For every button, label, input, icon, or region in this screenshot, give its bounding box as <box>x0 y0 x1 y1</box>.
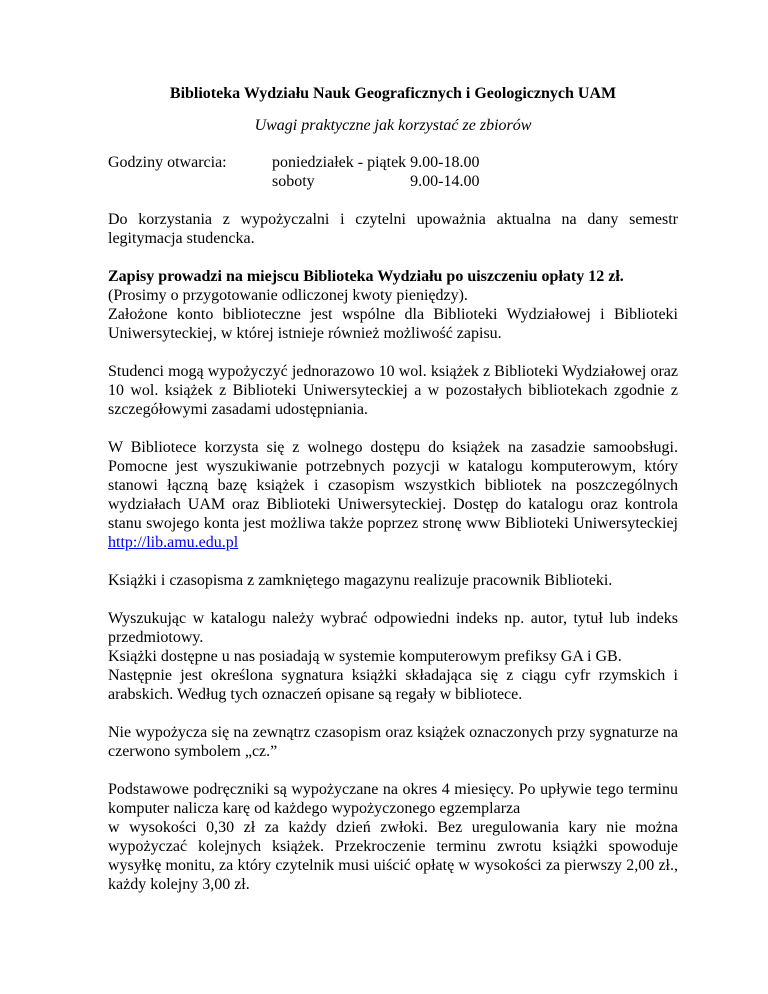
paragraph-limits: Studenci mogą wypożyczyć jednorazowo 10 wol. książek z Biblioteki Wydziałowej oraz 10 wol. książek z Biblioteki Uniwersyteckiej a w pozostałych bibliotekach zgodnie z szczegółowymi zasadami udostępniania. <box>108 363 678 418</box>
penalties-line: w wysokości 0,30 zł za każdy dzień zwłoki. Bez uregulowania kary nie można wypożyczać kolejnych książek. Przekroczenie terminu zwrotu książki spowoduje wysyłkę monitu, za który czytelnik musi uiścić opłatę w wysokości za pierwszy 2,00 zł., każdy kolejny 3,00 zł. <box>108 819 678 893</box>
search-line: Książki dostępne u nas posiadają w systemie komputerowym prefiksy GA i GB. <box>108 648 622 665</box>
paragraph-zapisy <box>108 267 678 343</box>
opening-hours <box>108 153 678 191</box>
paragraph-catalog <box>108 438 678 552</box>
document-subtitle: Uwagi praktyczne jak korzystać ze zbiorów <box>254 117 532 134</box>
hours-days: soboty <box>272 173 315 190</box>
document-title: Biblioteka Wydziału Nauk Geograficznych i Geologicznych UAM <box>169 85 617 102</box>
hours-time: 9.00-18.00 <box>410 154 480 171</box>
document-page <box>108 84 678 894</box>
zapisy-note: (Prosimy o przygotowanie odliczonej kwoty pieniędzy). <box>108 287 468 304</box>
paragraph-legitymacja: Do korzystania z wypożyczalni i czytelni upoważnia aktualna na dany semestr legitymacja studencka. <box>108 211 678 247</box>
zapisy-account: Założone konto biblioteczne jest wspólne dla Biblioteki Wydziałowej i Biblioteki Uniwersyteckiej, w której istnieje również możliwość zapisu. <box>108 306 678 342</box>
paragraph-restrictions: Nie wypożycza się na zewnątrz czasopism oraz książek oznaczonych przy sygnaturze na czerwono symbolem „cz.” <box>108 724 678 760</box>
catalog-text: W Bibliotece korzysta się z wolnego dostępu do książek na zasadzie samoobsługi. Pomocne jest wyszukiwanie potrzebnych pozycji w katalogu komputerowym, który stanowi łączną bazę książek i czasopism wszystkich bibliotek na poszczególnych wydziałach UAM oraz Biblioteki Uniwersyteckiej. Dostęp do katalogu oraz kontrola stanu swojego konta jest możliwa także poprzez stronę www Biblioteki Uniwersyteckiej <box>108 439 678 532</box>
hours-time: 9.00-14.00 <box>410 173 480 190</box>
penalties-line: Podstawowe podręczniki są wypożyczane na okres 4 miesięcy. Po upływie tego terminu komputer nalicza karę od każdego wypożyczonego egzemplarza <box>108 781 678 817</box>
search-line: Następnie jest określona sygnatura książki składająca się z ciągu cyfr rzymskich i arabskich. Według tych oznaczeń opisane są regały w bibliotece. <box>108 667 678 703</box>
hours-days: poniedziałek - piątek <box>272 154 407 171</box>
hours-label: Godziny otwarcia: <box>108 154 227 171</box>
hours-table <box>272 153 480 191</box>
library-link[interactable]: http://lib.amu.edu.pl <box>108 534 239 551</box>
paragraph-penalties <box>108 780 678 894</box>
zapisy-bold-line: Zapisy prowadzi na miejscu Biblioteka Wydziału po uiszczeniu opłaty 12 zł. <box>108 268 624 285</box>
paragraph-search <box>108 609 678 704</box>
paragraph-storage: Książki i czasopisma z zamkniętego magazynu realizuje pracownik Biblioteki. <box>108 572 613 589</box>
search-line: Wyszukując w katalogu należy wybrać odpowiedni indeks np. autor, tytuł lub indeks przedmiotowy. <box>108 610 678 646</box>
